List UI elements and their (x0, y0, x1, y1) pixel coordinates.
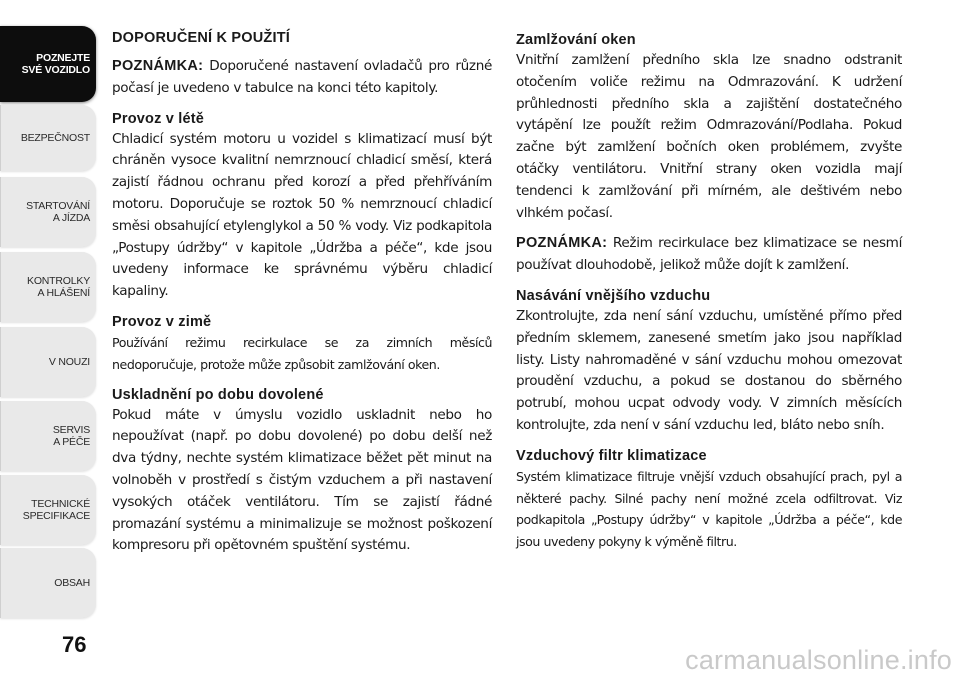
tab-v-nouzi[interactable] (0, 327, 96, 397)
tab-servis-a-pece[interactable] (0, 401, 96, 471)
note-label: POZNÁMKA: (112, 58, 204, 74)
right-column (516, 30, 902, 562)
winter-heading: Provoz v zimě (112, 313, 212, 330)
chapter-sidebar (0, 0, 97, 678)
tab-startovani-a-jizda[interactable] (0, 177, 96, 247)
note-paragraph (516, 233, 902, 277)
fog-paragraph: Vnitřní zamlžení předního skla lze snadno odstranit otočením voliče režimu na Odmrazování. K udržení průhlednosti předního skla a zajištění dostatečného vytápění lze použít režim Odmrazování/Podlaha. Pokud začne být zamlžení bočních oken problémem, zvyšte otáčky ventilátoru. Vnitřní strany oken vozidla mají tendenci k zamlžování při mírném, ale deštivém nebo vlhkém počasí. (516, 52, 902, 221)
tab-label: BEZPEČNOST (20, 132, 90, 144)
tab-label: V NOUZI (48, 356, 90, 368)
note-paragraph (112, 56, 492, 100)
intake-heading: Nasávání vnějšího vzduchu (516, 287, 711, 304)
tab-technicke-specifikace[interactable] (0, 475, 96, 545)
watermark: carmanualsonline.info (685, 645, 952, 675)
tab-label: POZNEJTE SVÉ VOZIDLO (21, 52, 90, 76)
fog-heading: Zamlžování oken (516, 32, 636, 48)
winter-paragraph: Používání režimu recirkulace se za zimních měsíců nedoporučuje, protože může způsobit zamlžování oken. (112, 334, 492, 372)
filter-paragraph: Systém klimatizace filtruje vnější vzduch obsahující prach, pyl a některé pachy. Silné pachy není možné zcela odfiltrovat. Viz podkapitola „Postupy údržby“ v kapitole „Údržba a péče“, kde jsou uvedeny pokyny k výměně filtru. (516, 468, 902, 550)
summer-paragraph: Chladicí systém motoru u vozidel s klimatizací musí být chráněn vysoce kvalitní nemrznoucí chladicí směsí, která zajistí řádnou ochranu před korozí a před přehříváním motoru. Doporučuje se roztok 50 % nemrznoucí chladicí směsi obsahující etylenglykol a 50 % vody. Viz podkapitola „Postupy údržby“ v kapitole „Údržba a péče“, kde jsou uvedeny informace ke správnému výběru chladicí kapaliny. (112, 130, 492, 300)
page-number: 76 (62, 632, 87, 657)
storage-paragraph: Pokud máte v úmyslu vozidlo uskladnit nebo ho nepoužívat (např. po dobu dovolené) po dobu delší než dva týdny, nechte systém klimatizace běžet pět minut na volnoběh v prostředí s čistým vzduchem a při nastavení vysokých otáček ventilátoru. Tím se zajistí řádné promazání systému a minimalizuje se možnost poškození kompresoru při opětovném spuštění systému. (112, 406, 492, 554)
section-title: DOPORUČENÍ K POUŽITÍ (112, 30, 291, 46)
tab-label: STARTOVÁNÍ A JÍZDA (26, 200, 90, 224)
tab-poznejte-sve-vozidlo[interactable] (0, 26, 96, 102)
tab-kontrolky-a-hlaseni[interactable] (0, 252, 96, 322)
tab-obsah[interactable] (0, 548, 96, 618)
tab-bezpecnost[interactable] (0, 105, 96, 171)
left-column (112, 30, 492, 566)
tab-label: TECHNICKÉ SPECIFIKACE (22, 498, 90, 522)
note-label: POZNÁMKA: (516, 235, 608, 252)
summer-heading: Provoz v létě (112, 110, 205, 127)
note-text: Doporučené nastavení ovladačů pro různé počasí je uvedeno v tabulce na konci této kapitoly. (112, 58, 492, 96)
filter-heading: Vzduchový filtr klimatizace (516, 447, 707, 464)
tab-label: SERVIS A PÉČE (52, 424, 90, 448)
tab-label: KONTROLKY A HLÁŠENÍ (27, 275, 90, 299)
storage-heading: Uskladnění po dobu dovolené (112, 386, 324, 403)
tab-label: OBSAH (54, 577, 90, 589)
note-text: Režim recirkulace bez klimatizace se nesmí používat dlouhodobě, jelikož může dojít k zamlžení. (516, 235, 902, 274)
intake-paragraph: Zkontrolujte, zda není sání vzduchu, umístěné přímo před předním sklemem, zanesené smetím jako jsou například listy. Listy nahromaděné v sání vzduchu mohou omezovat proudění vzduchu, a pokud se dostanou do sběrného potrubí, mohou ucpat odvody vody. V zimních měsících kontrolujte, zda není v sání vzduchu led, bláto nebo sníh. (516, 307, 902, 433)
